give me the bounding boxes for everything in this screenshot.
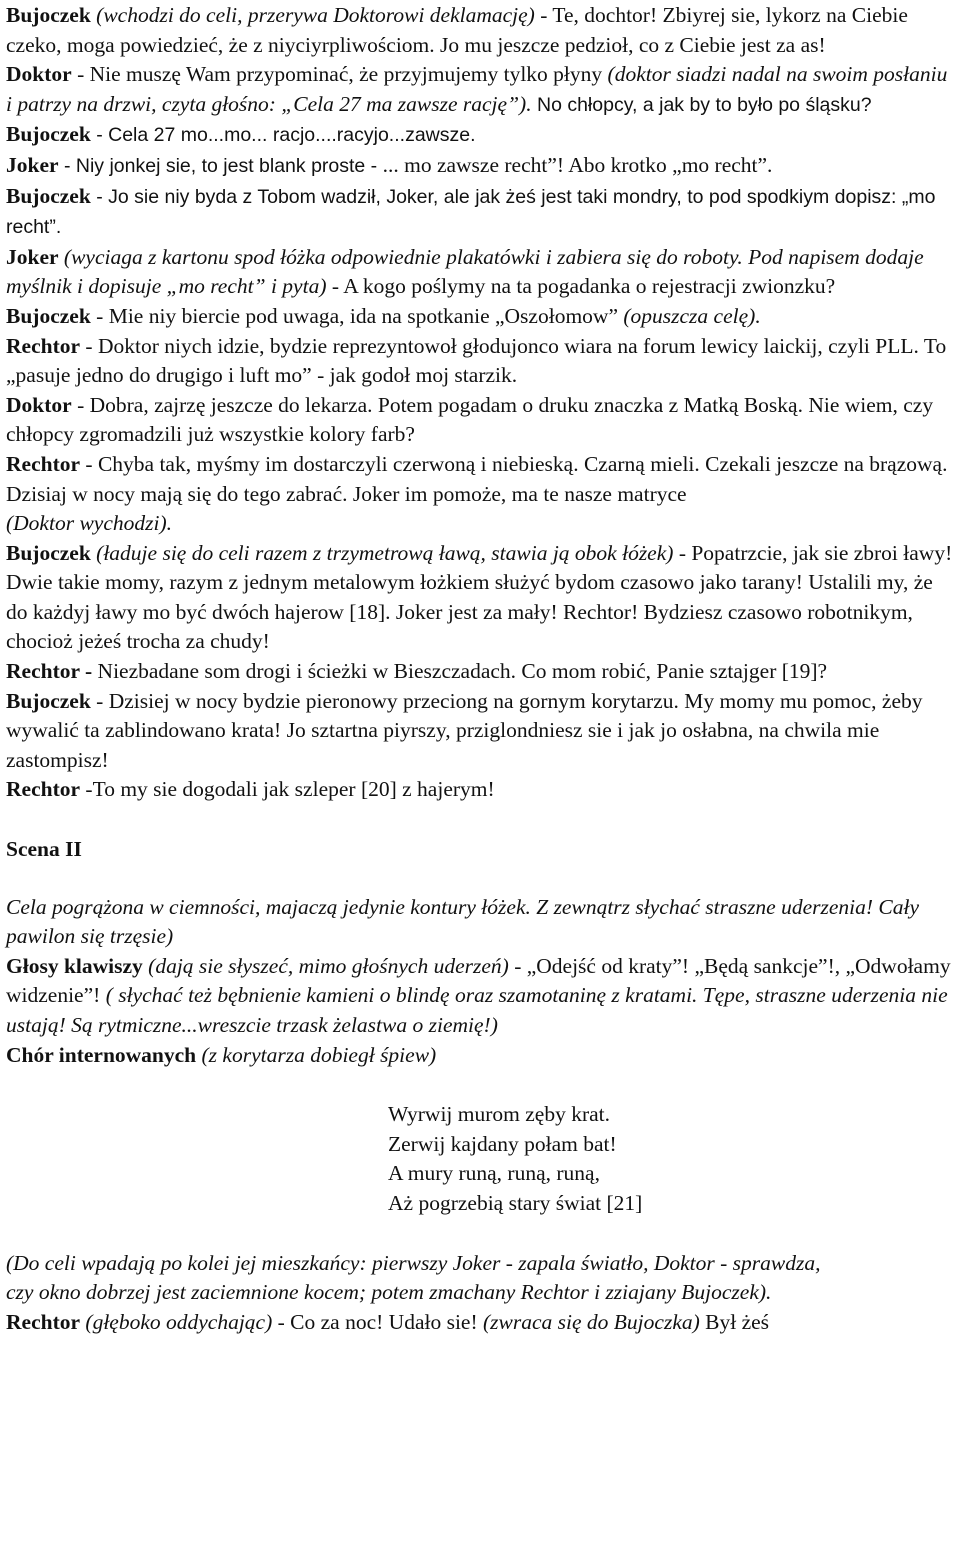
dialogue-line — [6, 657, 958, 687]
spoken-text: - Co za noc! Udało sie! — [272, 1309, 484, 1334]
dialogue-line — [6, 182, 958, 243]
dialogue-line — [6, 243, 958, 302]
speaker-name: Głosy klawiszy — [6, 953, 143, 978]
dialogue-line — [6, 1041, 958, 1071]
stage-direction: (doktor siadzi nadal na swoim posłaniu i patrzy na drzwi, czyta głośno: „Cela 27 ma zawsze rację”). — [6, 62, 948, 116]
dialogue-block-after-song — [6, 1249, 958, 1338]
dialogue-block-scene-1 — [6, 1, 958, 805]
dialogue-line — [6, 775, 958, 805]
spacer — [6, 805, 958, 835]
dialogue-line — [6, 120, 958, 151]
stage-direction: (wchodzi do celi, przerywa Doktorowi deklamację) — [96, 3, 535, 27]
stage-direction: (ładuje się do celi razem z trzymetrową ławą, stawia ją obok łóżek) — [96, 540, 674, 565]
speaker-name: Rechtor - — [6, 659, 93, 684]
spacer — [6, 1070, 958, 1100]
stage-direction: (wyciaga z kartonu spod łóżka odpowiednie plakatówki i zabiera się do roboty. Pod napisem dodaje myślnik i dopisuje „mo recht” i pyta) — [6, 244, 924, 299]
spoken-text: - Doktor niych idzie, bydzie reprezyntowoł głodujonco wiara na forum lewicy laickij, czyli PLL. To „pasuje jedno do drugigo i luft mo” - jak godoł moj starzik. — [6, 333, 947, 388]
stage-direction: ( słychać też bębnienie kamieni o blindę oraz szamotaninę z kratami. Tępe, straszne uderzenia nie ustają! Są rytmiczne...wreszcie trzask żelastwa o ziemię!) — [6, 983, 948, 1037]
speaker-name: Bujoczek — [6, 303, 91, 328]
song-line: Zerwij kajdany połam bat! — [388, 1131, 617, 1156]
spoken-text: - „Odejść od kraty”! „Będą sankcje”!, „Odwołamy widzenie”! — [6, 953, 951, 1008]
spoken-text: - A kogo poślymy na ta pogadanka o rejestracji zwionzku? — [326, 274, 836, 299]
spoken-text: No chłopcy, a jak by to było po śląsku? — [531, 93, 872, 116]
speaker-name: Rechtor — [6, 333, 81, 358]
stage-direction: (dają sie słyszeć, mimo głośnych uderzeń) — [148, 953, 509, 978]
speaker-name: Bujoczek — [6, 183, 91, 208]
spoken-text: Niezbadane som drogi i ścieżki w Bieszczadach. Co mom robić, Panie sztajger [19]? — [92, 659, 828, 684]
spoken-text: - Niy jonkej sie, to jest blank proste - — [58, 154, 383, 177]
speaker-name: Joker — [6, 152, 59, 177]
song-line: A mury runą, runą, runą, — [388, 1161, 600, 1186]
spoken-text: - Cela 27 mo...mo... racjo....racyjo...zawsze. — [90, 124, 476, 147]
dialogue-line — [6, 302, 958, 332]
spoken-text: - Dzisiej w nocy bydzie pieronowy przeciong na gornym korytarzu. My momy mu pomoc, żeby wywalić ta zablindowano krata! Jo sztartna piyrszy, prziglondniesz sie i jak jo osłabna, na chwila mie zastompisz! — [6, 688, 923, 772]
stage-direction: Cela pogrążona w ciemności, majaczą jedynie kontury łóżek. Z zewnątrz słychać straszne uderzenia! Cały pawilon się trzęsie) — [6, 894, 920, 949]
spoken-text: - Jo sie niy byda z Tobom wadził, Joker, ale jak żeś jest taki mondry, to pod spodkiym dopisz: „mo recht”. — [6, 185, 936, 239]
speaker-name: Bujoczek — [6, 122, 91, 147]
song-line: Aż pogrzebią stary świat [21] — [388, 1190, 643, 1215]
dialogue-line — [6, 450, 958, 509]
stage-direction-line — [6, 893, 958, 952]
spoken-text: - Dobra, zajrzę jeszcze do lekarza. Potem pogadam o druku znaczka z Matką Boską. Nie wiem, czy chłopcy zgromadzili już wszystkie kolory farb? — [6, 392, 934, 447]
dialogue-line — [6, 391, 958, 450]
song-line: Wyrwij murom zęby krat. — [388, 1102, 611, 1127]
stage-direction: (Doktor wychodzi). — [6, 511, 172, 536]
stage-direction-line — [6, 509, 958, 539]
speaker-name: Doktor — [6, 392, 72, 417]
scene-title: Scena II — [6, 837, 82, 862]
dialogue-line — [6, 952, 958, 1041]
spoken-text: ... mo zawsze recht”! Abo krotko „mo recht”. — [382, 152, 773, 177]
song-verse — [6, 1100, 958, 1218]
speaker-name: Bujoczek — [6, 3, 91, 27]
dialogue-line — [6, 151, 958, 182]
spoken-text: - Te, dochtor! Zbiyrej sie, lykorz na Ciebie czeko, moga powiedzieć, że z niyciyrpliwościom. Jo mu jeszcze pedzioł, co z Ciebie jest za as! — [6, 3, 908, 57]
dialogue-line — [6, 332, 958, 391]
dialogue-line — [6, 60, 958, 120]
dialogue-block-scene-2 — [6, 893, 958, 1071]
spoken-text: Był żeś — [699, 1309, 770, 1334]
spoken-text: - Nie muszę Wam przypominać, że przyjmujemy tylko płyny — [71, 62, 608, 87]
spoken-text: - Popatrzcie, jak sie zbroi ławy! Dwie takie momy, razym z jednym metalowym łożkiem służyć bydom czasowo jako tarany! Ustalili my, że do każdyj ławy mo być dwóch hajerow [18]. Joker jest za mały! Rechtor! Bydziesz czasowo robotnikym, chocioż jeżeś trocha za chudy! — [6, 540, 953, 654]
spacer — [6, 865, 958, 893]
drama-page — [6, 1, 958, 1337]
stage-direction: (z korytarza dobiegł śpiew) — [201, 1042, 437, 1067]
stage-direction: (opuszcza celę). — [623, 303, 761, 328]
speaker-name: Rechtor — [6, 1309, 81, 1334]
spoken-text: - Chyba tak, myśmy im dostarczyli czerwoną i niebieską. Czarną mieli. Czekali jeszcze na brązową. Dzisiaj w nocy mają się do tego zabrać. Joker im pomoże, ma te nasze matryce — [6, 451, 948, 506]
stage-direction-line — [6, 1278, 958, 1308]
speaker-name: Rechtor — [6, 451, 81, 476]
dialogue-line — [6, 1, 958, 60]
stage-direction: (Do celi wpadają po kolei jej mieszkańcy: pierwszy Joker - zapala światło, Doktor - sprawdza, — [6, 1250, 821, 1275]
spoken-text: - Mie niy biercie pod uwaga, ida na spotkanie „Oszołomow” — [90, 303, 624, 328]
spoken-text: -To my sie dogodali jak szleper [20] z hajerym! — [80, 777, 495, 802]
stage-direction-line — [6, 1249, 958, 1279]
speaker-name: Rechtor — [6, 777, 81, 802]
stage-direction: czy okno dobrzej jest zaciemnione kocem; potem zmachany Rechtor i zziajany Bujoczek). — [6, 1280, 772, 1305]
stage-direction: (zwraca się do Bujoczka) — [483, 1309, 700, 1334]
dialogue-line — [6, 687, 958, 776]
dialogue-line — [6, 1308, 958, 1338]
speaker-name: Chór internowanych — [6, 1042, 197, 1067]
spacer — [6, 1219, 958, 1249]
speaker-name: Bujoczek — [6, 540, 91, 565]
stage-direction: (głęboko oddychając) — [85, 1309, 273, 1334]
speaker-name: Doktor — [6, 62, 72, 87]
dialogue-line — [6, 539, 958, 657]
speaker-name: Bujoczek — [6, 688, 91, 713]
speaker-name: Joker — [6, 244, 59, 269]
